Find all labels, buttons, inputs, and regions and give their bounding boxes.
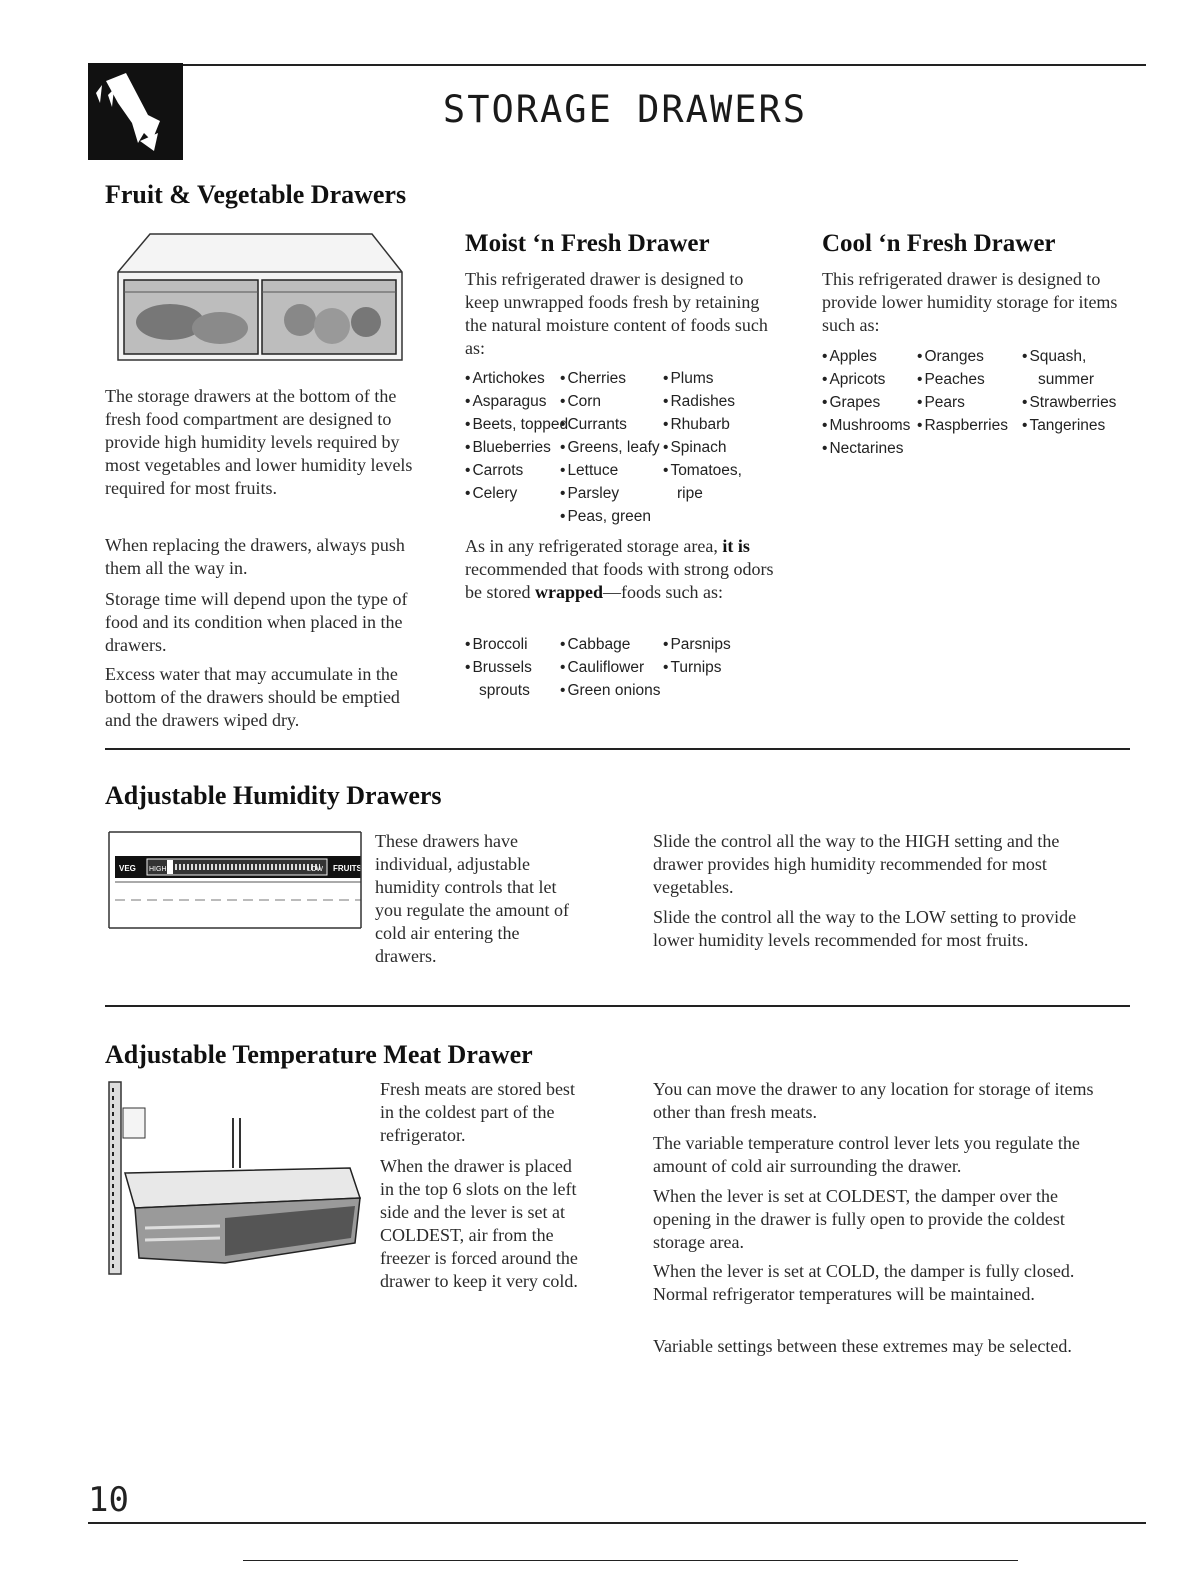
section-divider: [105, 1005, 1130, 1007]
list-item-text: • Peaches: [917, 368, 985, 391]
cool-fresh-list: [822, 345, 1142, 460]
list-item: [822, 414, 1142, 437]
list-item: [465, 367, 785, 390]
meat-right-paragraph-5: Variable settings between these extremes may be selected.: [653, 1336, 1072, 1356]
list-item-text: • Brussels: [465, 656, 532, 679]
page-title: STORAGE DRAWERS: [442, 88, 808, 131]
humidity-right-paragraph-1: Slide the control all the way to the HIGH setting and the drawer provides high humidity recommended for most vegetables.: [653, 831, 1060, 897]
list-item-text: • Green onions: [560, 679, 661, 702]
moist-fresh-wrapped-note: [465, 535, 780, 604]
list-item-text: • Broccoli: [465, 633, 528, 656]
svg-text:VEG: VEG: [119, 864, 136, 873]
list-item-text: • Lettuce: [560, 459, 618, 482]
list-item-text: • Apricots: [822, 368, 885, 391]
meat-left-paragraph-1: Fresh meats are stored best in the coldest part of the refrigerator.: [380, 1079, 575, 1145]
list-item-text: • Mushrooms: [822, 414, 910, 437]
list-item-text: • Parsnips: [663, 633, 731, 656]
meat-left-paragraph-2: When the drawer is placed in the top 6 slots on the left side and the lever is set at COLDEST, air from the freezer is forced around the drawer to keep it very cold.: [380, 1156, 578, 1291]
list-item: [465, 505, 785, 528]
meat-right-paragraph-3: When the lever is set at COLDEST, the damper over the opening in the drawer is fully open to provide the coldest storage area.: [653, 1186, 1065, 1252]
humidity-heading: Adjustable Humidity Drawers: [105, 781, 442, 810]
list-item-text: • Asparagus: [465, 390, 547, 413]
meat-right-paragraph-2: The variable temperature control lever lets you regulate the amount of cold air surrounding the drawer.: [653, 1133, 1080, 1176]
list-item: [465, 436, 785, 459]
fruit-veg-paragraph-1: The storage drawers at the bottom of the fresh food compartment are designed to provide high humidity levels required by most vegetables and lower humidity levels required for most fruits.: [105, 386, 413, 498]
hand-pointing-down-icon: [88, 63, 183, 160]
meat-right-paragraph-1: You can move the drawer to any location for storage of items other than fresh meats.: [653, 1079, 1094, 1122]
list-item-text: • Grapes: [822, 391, 880, 414]
wrapped-note-text: —foods such as:: [603, 582, 723, 602]
wrapped-note-bold: wrapped: [534, 582, 603, 602]
list-item: [465, 413, 785, 436]
list-item: [465, 656, 785, 679]
list-item-text: • Radishes: [663, 390, 735, 413]
list-item-text: • Rhubarb: [663, 413, 730, 436]
list-item-text: • Currants: [560, 413, 627, 436]
moist-fresh-heading: Moist ‘n Fresh Drawer: [465, 230, 710, 257]
list-item-text: • Cabbage: [560, 633, 630, 656]
list-item-text: • Artichokes: [465, 367, 545, 390]
list-item: [465, 390, 785, 413]
list-item-text: • Parsley: [560, 482, 619, 505]
list-item-text: • Beets, topped: [465, 413, 568, 436]
list-item-text: • Apples: [822, 345, 877, 368]
list-item-text: • Peas, green: [560, 505, 651, 528]
list-item-text: • Carrots: [465, 459, 523, 482]
list-item-text: • Cherries: [560, 367, 626, 390]
cool-fresh-intro: This refrigerated drawer is designed to provide lower humidity storage for items such as:: [822, 269, 1118, 335]
cool-fresh-heading: Cool ‘n Fresh Drawer: [822, 230, 1056, 257]
footer-rule: [88, 1522, 1146, 1524]
list-item-text: • Tangerines: [1022, 414, 1105, 437]
fruit-veg-paragraph-2: When replacing the drawers, always push them all the way in.: [105, 535, 405, 578]
section-divider: [105, 748, 1130, 750]
list-item: [465, 459, 785, 482]
wrapped-foods-list: [465, 633, 785, 702]
wrapped-note-bold: it is: [722, 536, 750, 556]
list-item: [465, 679, 785, 702]
list-item-text: summer: [1038, 371, 1094, 388]
fruit-veg-paragraph-3: Storage time will depend upon the type of food and its condition when placed in the drawers.: [105, 589, 408, 655]
humidity-right-paragraph-2: Slide the control all the way to the LOW setting to provide lower humidity levels recommended for most fruits.: [653, 907, 1077, 950]
header-rule: [88, 64, 1146, 66]
list-item: [465, 633, 785, 656]
bottom-edge-rule: [243, 1560, 1018, 1561]
moist-fresh-intro: This refrigerated drawer is designed to keep unwrapped foods fresh by retaining the natural moisture content of foods such as:: [465, 269, 768, 358]
list-item: [465, 482, 785, 505]
list-item: [822, 345, 1142, 368]
list-item-text: • Spinach: [663, 436, 726, 459]
list-item-text: • Nectarines: [822, 437, 904, 460]
fruit-veg-paragraph-4: Excess water that may accumulate in the bottom of the drawers should be emptied and the drawers wiped dry.: [105, 664, 400, 730]
list-item-text: • Strawberries: [1022, 391, 1116, 414]
list-item-text: • Pears: [917, 391, 965, 414]
svg-text:FRUITS: FRUITS: [333, 864, 362, 873]
wrapped-note-text: recommended that foods with strong odors be stored: [465, 559, 774, 602]
meat-right-paragraph-4: When the lever is set at COLD, the damper is fully closed. Normal refrigerator temperatures will be maintained.: [653, 1261, 1075, 1304]
wrapped-note-text: As in any refrigerated storage area,: [465, 536, 718, 556]
list-item-text: • Cauliflower: [560, 656, 644, 679]
list-item: [822, 437, 1142, 460]
list-item-text: • Squash,: [1022, 345, 1086, 368]
moist-fresh-list: [465, 367, 785, 528]
list-item-text: • Tomatoes,: [663, 459, 742, 482]
svg-text:HIGH: HIGH: [149, 866, 167, 873]
vegetable-drawers-illustration: [110, 232, 405, 362]
list-item-text: • Plums: [663, 367, 714, 390]
fruit-veg-heading: Fruit & Vegetable Drawers: [105, 180, 407, 209]
humidity-left-text: These drawers have individual, adjustable humidity controls that let you regulate the amount of cold air entering the drawers.: [375, 831, 569, 966]
meat-drawer-heading: Adjustable Temperature Meat Drawer: [105, 1040, 533, 1069]
list-item-text: • Raspberries: [917, 414, 1008, 437]
meat-drawer-illustration: [105, 1078, 370, 1278]
humidity-control-illustration: [105, 830, 365, 930]
list-item: [822, 391, 1142, 414]
list-item-text: • Greens, leafy: [560, 436, 660, 459]
list-item: [822, 368, 1142, 391]
list-item-text: • Celery: [465, 482, 517, 505]
page-number: 10: [88, 1480, 129, 1520]
svg-text:LOW: LOW: [307, 866, 323, 873]
list-item-text: • Oranges: [917, 345, 984, 368]
list-item-text: • Blueberries: [465, 436, 551, 459]
list-item-text: sprouts: [479, 682, 530, 699]
list-item-text: • Corn: [560, 390, 601, 413]
list-item-text: ripe: [677, 485, 703, 502]
list-item-text: • Turnips: [663, 656, 722, 679]
